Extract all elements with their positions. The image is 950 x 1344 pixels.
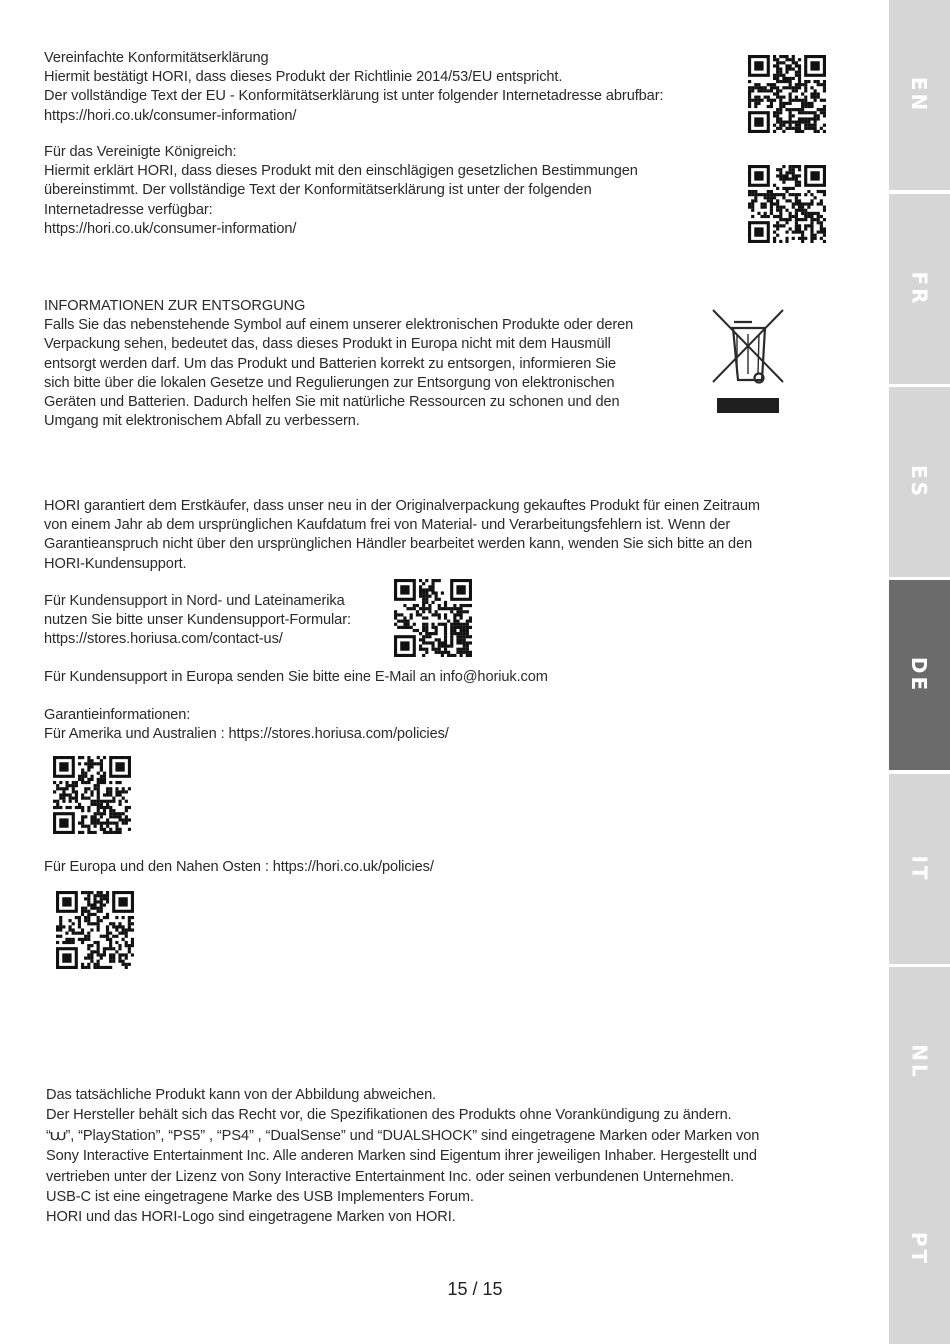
disposal-section — [44, 297, 724, 431]
eu-conformity-section — [44, 49, 744, 126]
eu-conformity-line: Der vollständige Text der EU - Konformitätserklärung ist unter folgender Internetadresse abrufbar: — [44, 88, 664, 105]
legal-line: vertrieben unter der Lizenz von Sony Interactive Entertainment Inc. oder seinen verbundenen Unternehmen. — [46, 1168, 735, 1185]
tab-label: IT — [907, 855, 932, 883]
disposal-line: Falls Sie das nebenstehende Symbol auf einem unserer elektronischen Produkte oder deren — [44, 317, 634, 334]
disposal-line: Verpackung sehen, bedeutet das, dass dieses Produkt in Europa nicht mit dem Hausmüll — [44, 336, 611, 353]
warranty-info-title: Garantieinformationen: — [44, 707, 191, 723]
support-americas-url: https://stores.horiusa.com/contact-us/ — [44, 631, 283, 648]
tab-nl[interactable] — [889, 967, 950, 1157]
playstation-logo-icon: ⩊ — [50, 1127, 66, 1144]
uk-conformity-title: Für das Vereinigte Königreich: — [44, 144, 237, 160]
tab-pt[interactable] — [889, 1154, 950, 1344]
warranty-info-americas: Für Amerika und Australien : https://stores.horiusa.com/policies/ — [44, 726, 449, 743]
qr-code-icon — [748, 165, 826, 243]
disposal-line: Geräten und Batterien. Dadurch helfen Sie mit natürliche Ressourcen zu schonen und den — [44, 394, 620, 411]
tab-it[interactable] — [889, 774, 950, 964]
legal-line: ”, “PlayStation”, “PS5” , “PS4” , “DualSense” und “DUALSHOCK” sind eingetragene Marken oder Marken von — [65, 1127, 760, 1144]
warranty-line: HORI garantiert dem Erstkäufer, dass unser neu in der Originalverpackung gekauftes Produkt für einen Zeitraum — [44, 498, 760, 514]
legal-line: Das tatsächliche Produkt kann von der Abbildung abweichen. — [46, 1087, 437, 1103]
uk-conformity-url: https://hori.co.uk/consumer-information/ — [44, 220, 297, 237]
uk-conformity-section — [44, 143, 744, 239]
qr-code-icon — [53, 756, 131, 834]
tab-es[interactable] — [889, 387, 950, 577]
legal-section — [46, 1085, 876, 1228]
qr-code-icon — [748, 55, 826, 133]
legal-trademark-line: “⩊”, “PlayStation”, “PS5” , “PS4” , “DualSense” und “DUALSHOCK” sind eingetragene Marken oder Marken von — [46, 1127, 760, 1144]
warranty-info-section — [44, 706, 874, 744]
support-europe-text: Für Kundensupport in Europa senden Sie bitte eine E-Mail an info@horiuk.com — [44, 669, 548, 685]
warranty-line: von einem Jahr ab dem ursprünglichen Kaufdatum frei von Material- und Verarbeitungsfehlern ist. Wenn der — [44, 517, 731, 534]
tab-en[interactable] — [889, 0, 950, 190]
support-americas-line: nutzen Sie bitte unser Kundensupport-Formular: — [44, 612, 351, 629]
uk-conformity-line: Internetadresse verfügbar: — [44, 201, 213, 218]
warranty-line: HORI-Kundensupport. — [44, 555, 187, 572]
uk-conformity-line: übereinstimmt. Der vollständige Text der Konformitätserklärung ist unter der folgenden — [44, 182, 592, 199]
disposal-title: INFORMATIONEN ZUR ENTSORGUNG — [44, 298, 306, 314]
qr-code-icon — [394, 579, 472, 657]
tab-fr[interactable] — [889, 194, 950, 384]
qr-code-icon — [56, 891, 134, 969]
legal-line: Sony Interactive Entertainment Inc. Alle anderen Marken sind Eigentum ihrer jeweiligen Inhaber. Hergestellt und — [46, 1148, 757, 1165]
tab-label: NL — [907, 1044, 932, 1080]
warranty-section — [44, 497, 874, 574]
eu-conformity-title: Vereinfachte Konformitätserklärung — [44, 50, 269, 66]
support-americas-section — [44, 592, 394, 650]
page-number: 15 / 15 — [447, 1279, 503, 1299]
tab-label: DE — [907, 656, 932, 694]
warranty-info-europe: Für Europa und den Nahen Osten : https://hori.co.uk/policies/ — [44, 859, 434, 875]
tab-label: EN — [907, 76, 932, 114]
tab-label: FR — [907, 271, 932, 307]
warranty-info-europe-section — [44, 858, 874, 877]
disposal-line: entsorgt werden darf. Um das Produkt und Batterien korrekt zu entsorgen, informieren Sie — [44, 355, 617, 372]
support-americas-line: Für Kundensupport in Nord- und Lateinamerika — [44, 593, 345, 609]
language-sidebar — [889, 0, 950, 1344]
eu-conformity-line: Hiermit bestätigt HORI, dass dieses Produkt der Richtlinie 2014/53/EU entspricht. — [44, 69, 563, 86]
legal-line: USB-C ist eine eingetragene Marke des USB Implementers Forum. — [46, 1189, 474, 1206]
disposal-line: sich bitte über die lokalen Gesetze und Regulierungen zur Entsorgung von elektronischen — [44, 374, 615, 391]
legal-line: Der Hersteller behält sich das Recht vor, die Spezifikationen des Produkts ohne Vorankündigung zu ändern. — [46, 1107, 732, 1124]
warranty-line: Garantieanspruch nicht über den ursprünglichen Händler bearbeitet werden kann, wenden Sie sich bitte an den — [44, 536, 753, 553]
support-europe-section — [44, 668, 874, 687]
tab-de[interactable] — [889, 580, 950, 770]
tab-label: ES — [907, 464, 932, 500]
uk-conformity-line: Hiermit erklärt HORI, dass dieses Produkt mit den einschlägigen gesetzlichen Bestimmungen — [44, 163, 638, 180]
legal-line: HORI und das HORI-Logo sind eingetragene Marken von HORI. — [46, 1209, 456, 1226]
eu-conformity-url: https://hori.co.uk/consumer-information/ — [44, 107, 297, 124]
disposal-line: Umgang mit elektronischem Abfall zu verbessern. — [44, 413, 360, 430]
tab-label: PT — [907, 1231, 932, 1267]
crossed-out-wheelie-bin-icon — [710, 308, 786, 416]
